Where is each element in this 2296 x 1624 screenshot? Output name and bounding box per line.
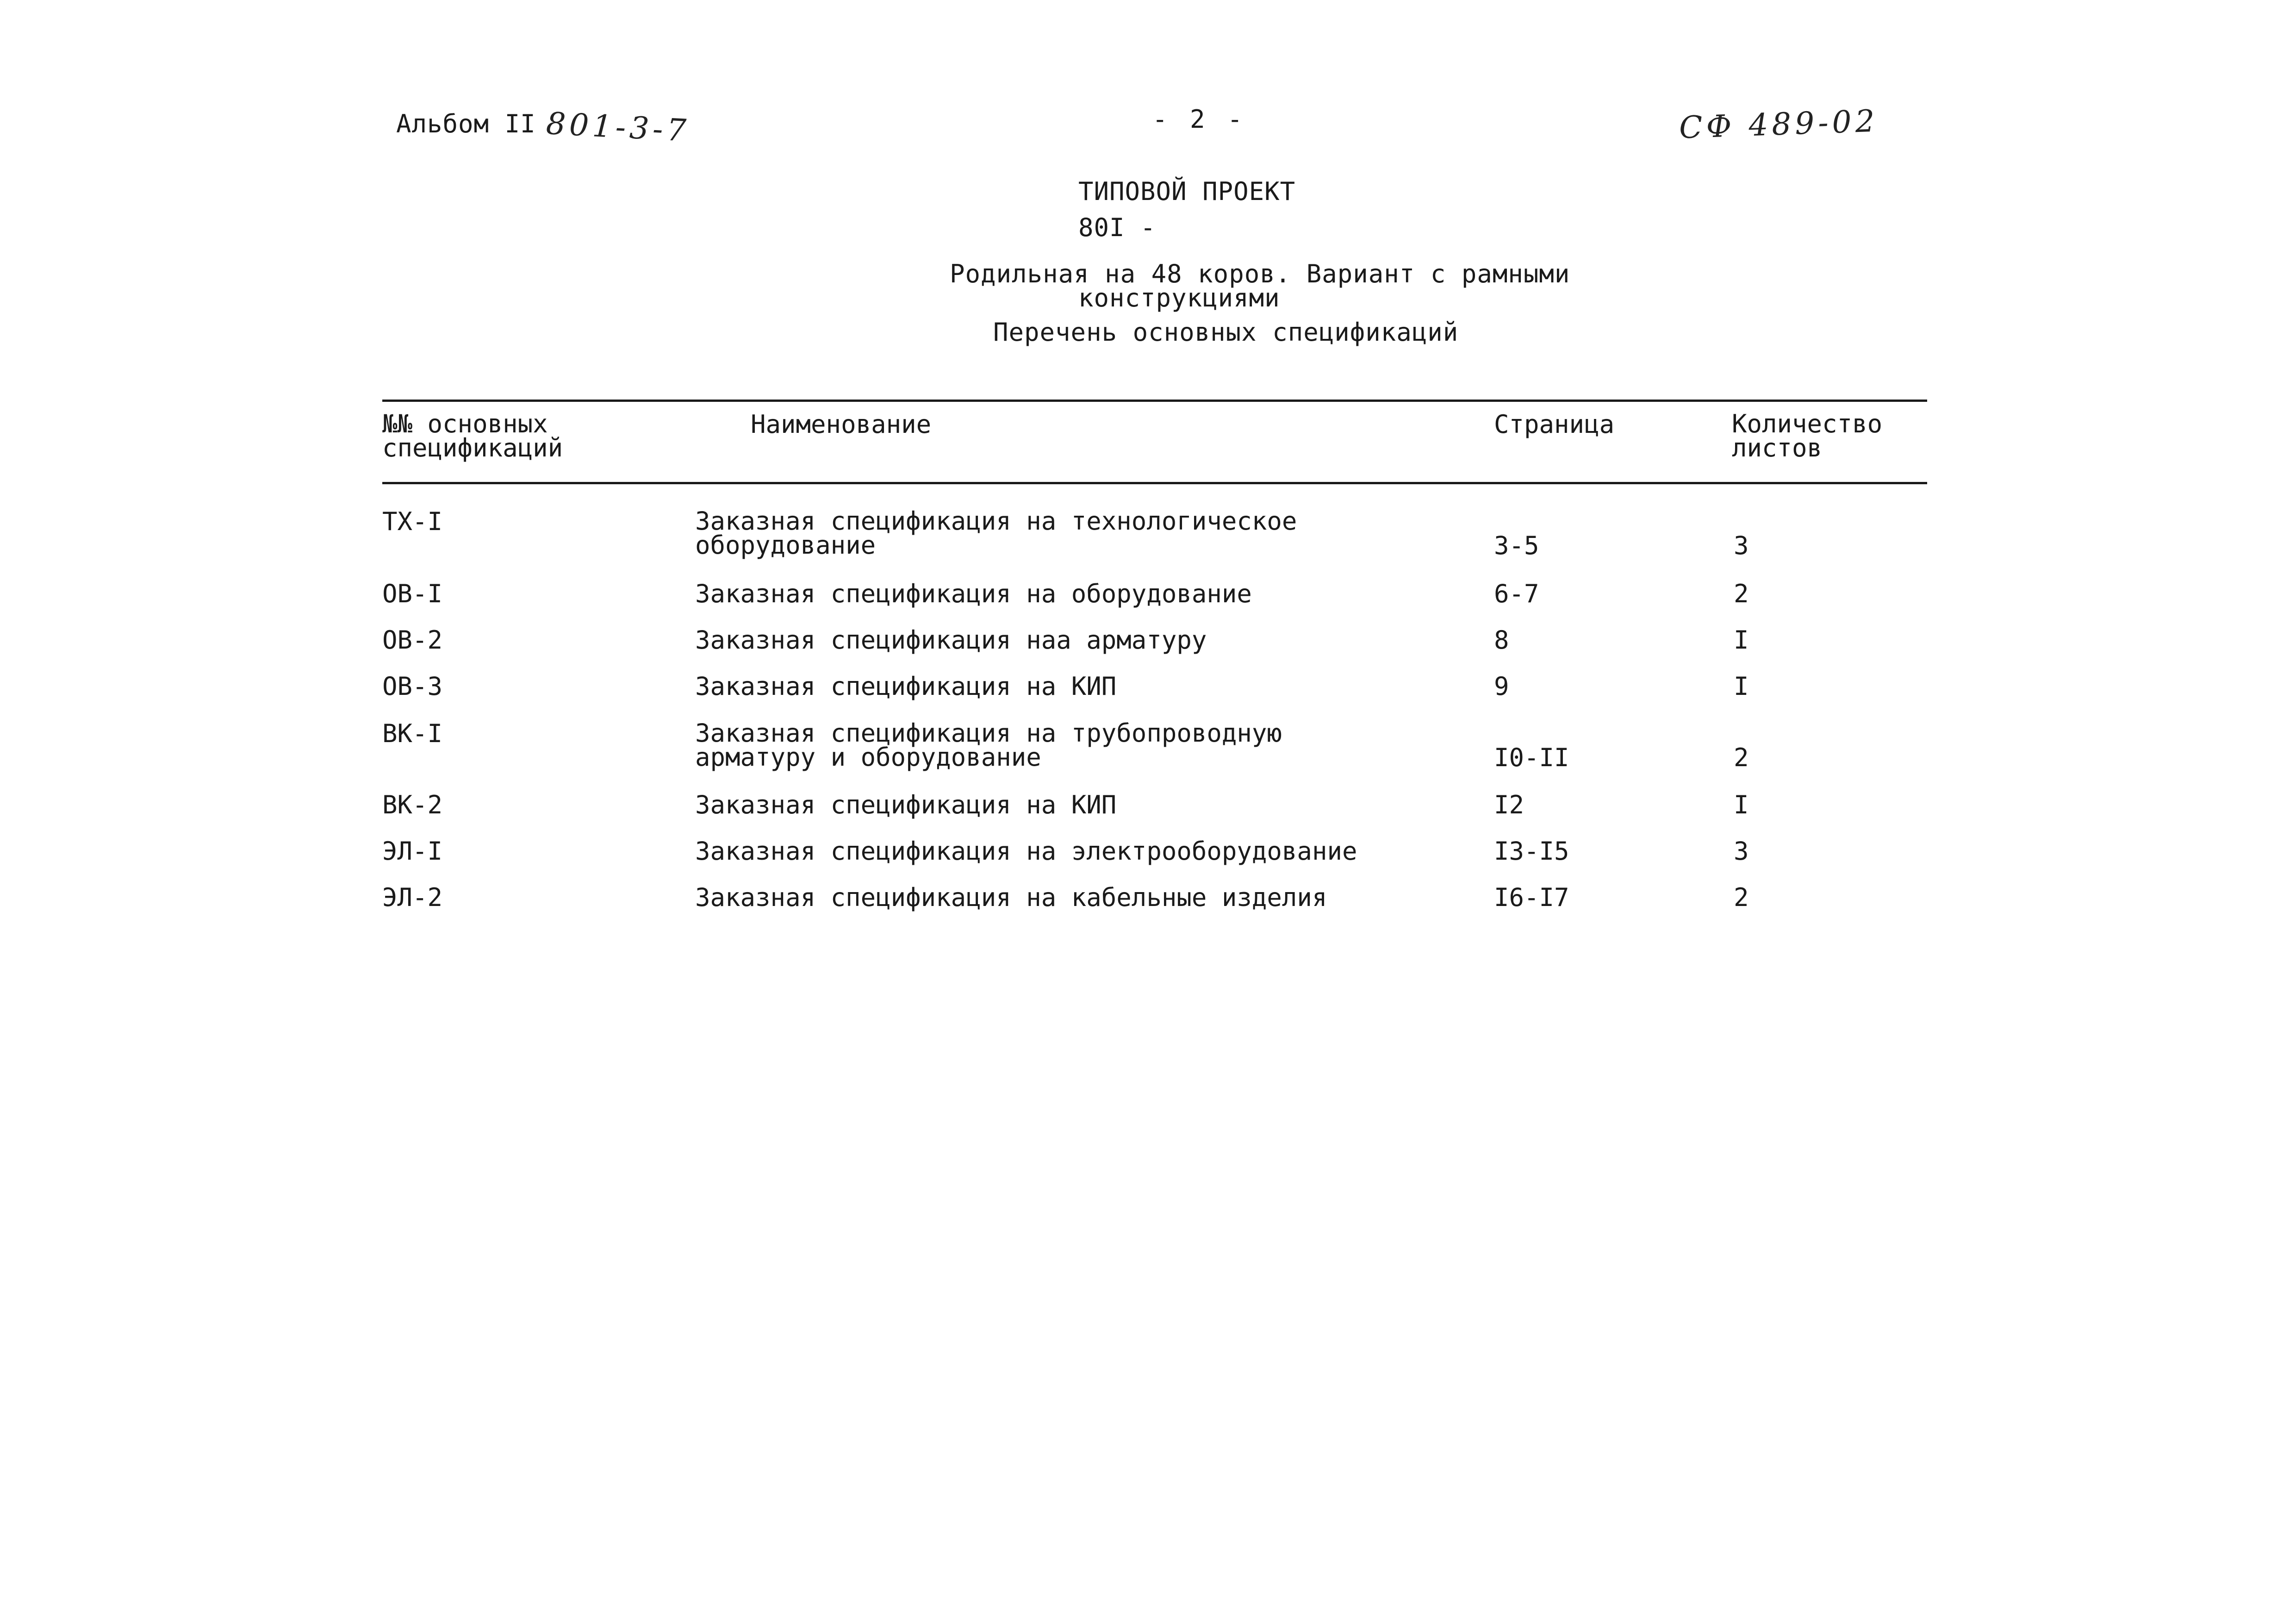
header-sheets-line2: листов <box>1732 433 1823 462</box>
table-row <box>0 506 2296 560</box>
header-page: Страница <box>1494 410 1615 439</box>
table-row <box>0 718 2296 772</box>
list-title: Перечень основных спецификаций <box>993 318 1459 347</box>
spec-name-line1: Заказная спецификация на трубопроводную <box>695 718 1282 748</box>
table-row <box>0 839 2296 890</box>
spec-page: I6-I7 <box>1494 883 1569 912</box>
page-number: - 2 - <box>1152 105 1246 134</box>
table-row <box>0 790 2296 843</box>
project-type-heading: ТИПОВОЙ ПРОЕКТ <box>1078 177 1296 206</box>
spec-sheets: 2 <box>1734 579 1749 608</box>
spec-code: ТХ-I <box>382 507 443 536</box>
header-name: Наименование <box>751 410 932 439</box>
table-header-rule <box>382 482 1927 484</box>
spec-code: ОВ-3 <box>382 672 443 701</box>
table-row <box>0 885 2296 936</box>
spec-name-line1: Заказная спецификация на технологическое <box>695 506 1297 536</box>
spec-page: 6-7 <box>1494 579 1539 608</box>
spec-name-line1: Заказная спецификация на КИП <box>695 790 1117 819</box>
spec-page: 3-5 <box>1494 531 1539 560</box>
album-code-handwritten: 801-3-7 <box>545 105 691 149</box>
spec-name-line1: Заказная спецификация на оборудование <box>695 579 1252 608</box>
table-row <box>0 581 2296 632</box>
spec-name-line1: Заказная спецификация на кабельные изделия <box>695 883 1327 912</box>
spec-sheets: I <box>1734 790 1749 819</box>
spec-name-line1: Заказная спецификация на электрооборудование <box>695 837 1357 866</box>
table-row <box>0 625 2296 679</box>
spec-sheets: 3 <box>1734 837 1749 866</box>
project-number: 80I - <box>1078 213 1156 242</box>
project-subject-line2: конструкциями <box>1078 283 1280 312</box>
spec-name-line2: арматуру и оборудование <box>695 743 1041 772</box>
spec-page: 9 <box>1494 672 1509 701</box>
spec-code: ОВ-I <box>382 579 443 608</box>
spec-code: ВК-2 <box>382 790 443 819</box>
table-top-rule <box>382 400 1927 402</box>
spec-code: ОВ-2 <box>382 625 443 655</box>
album-label: Альбом II <box>396 109 536 138</box>
header-sheets-line1: Количество <box>1732 409 1883 438</box>
spec-code: ЭЛ-2 <box>382 883 443 912</box>
spec-page: 8 <box>1494 625 1509 655</box>
spec-sheets: 3 <box>1734 531 1749 560</box>
spec-page: I0-II <box>1494 743 1569 772</box>
spec-name-line1: Заказная спецификация на КИП <box>695 672 1117 701</box>
spec-code: ЭЛ-I <box>382 837 443 866</box>
spec-page: I2 <box>1494 790 1524 819</box>
header-number-line1: №№ основных <box>382 409 548 438</box>
spec-page: I3-I5 <box>1494 837 1569 866</box>
spec-name-line1: Заказная спецификация наа арматуру <box>695 625 1207 655</box>
sheet-code-handwritten: СФ 489-02 <box>1678 103 1879 146</box>
project-subject-line1: Родильная на 48 коров. Вариант с рамными <box>950 259 1570 288</box>
spec-sheets: 2 <box>1734 883 1749 912</box>
spec-code: ВК-I <box>382 719 443 748</box>
spec-name-line2: оборудование <box>695 531 876 560</box>
header-number-line2: спецификаций <box>382 433 563 462</box>
table-row <box>0 674 2296 725</box>
spec-sheets: I <box>1734 672 1749 701</box>
spec-sheets: I <box>1734 625 1749 655</box>
spec-sheets: 2 <box>1734 743 1749 772</box>
